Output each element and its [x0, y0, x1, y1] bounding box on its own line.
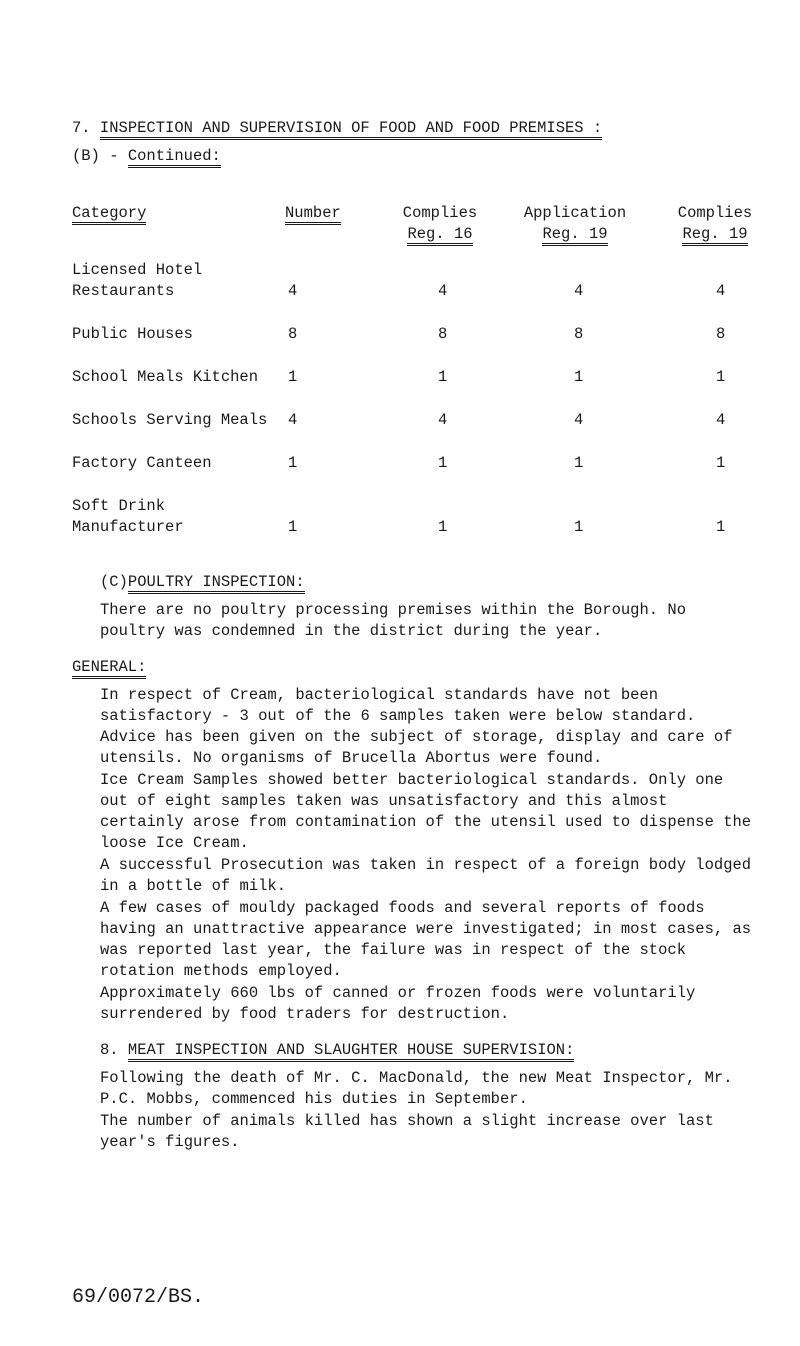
poultry-label: (C): [100, 573, 128, 591]
general-paragraph-ice-cream: Ice Cream Samples showed better bacteriological standards. Only one out of eight samples taken was unsatisfactory and this almost certainly arose from contamination of the utensil used to dispense the loose Ice Cream.: [100, 771, 752, 852]
header-complies-16-line1: Complies: [402, 204, 478, 222]
header-complies-16: [385, 203, 495, 245]
row-number: 8: [288, 325, 298, 343]
row-application-19: 1: [574, 518, 584, 536]
row-complies-19: 1: [716, 454, 726, 472]
poultry-paragraph: There are no poultry processing premises within the Borough. No poultry was condemned in the district during the year.: [100, 601, 686, 640]
header-complies-16-line2: Reg. 16: [407, 225, 472, 246]
section-8-paragraph-inspector: Following the death of Mr. C. MacDonald, the new Meat Inspector, Mr. P.C. Mobbs, commenced his duties in September.: [100, 1069, 733, 1108]
row-complies-19: 1: [716, 368, 726, 386]
header-number: Number: [285, 204, 341, 225]
general-paragraph-cream: In respect of Cream, bacteriological standards have not been satisfactory - 3 out of the 6 samples taken were below standard. Advice has been given on the subject of storage, display and care of utensils. No organisms of Brucella Abortus were found.: [100, 686, 733, 767]
row-complies-16: 4: [438, 411, 448, 429]
row-number: 1: [288, 518, 298, 536]
row-application-19: 1: [574, 454, 584, 472]
row-category: Schools Serving Meals: [72, 411, 268, 429]
row-number: 4: [288, 282, 298, 300]
general-paragraph-surrendered: Approximately 660 lbs of canned or frozen foods were voluntarily surrendered by food traders for destruction.: [100, 984, 696, 1023]
row-number: 4: [288, 411, 298, 429]
general-title: GENERAL:: [72, 658, 146, 679]
section-7-number: 7.: [72, 119, 91, 137]
section-7b-subheading: [72, 146, 221, 167]
row-complies-19: 1: [716, 518, 726, 536]
row-complies-16: 1: [438, 518, 448, 536]
row-complies-16: 1: [438, 454, 448, 472]
row-category: Public Houses: [72, 325, 193, 343]
row-complies-19: 4: [716, 282, 726, 300]
subsection-label: (B) -: [72, 147, 119, 165]
row-application-19: 4: [574, 411, 584, 429]
row-application-19: 1: [574, 368, 584, 386]
row-category: Manufacturer: [72, 518, 184, 536]
header-category: Category: [72, 204, 146, 225]
row-category-line1: Licensed Hotel: [72, 261, 203, 279]
row-category: Restaurants: [72, 282, 175, 300]
row-complies-16: 8: [438, 325, 448, 343]
section-7-heading: [72, 118, 602, 139]
row-category: School Meals Kitchen: [72, 368, 259, 386]
header-complies-19: [660, 203, 770, 245]
row-number: 1: [288, 454, 298, 472]
row-complies-16: 4: [438, 282, 448, 300]
general-paragraph-mouldy-foods: A few cases of mouldy packaged foods and several reports of foods having an unattractive appearance were investigated; in most cases, as was reported last year, the failure was in respect of the stock rotation methods employed.: [100, 899, 752, 980]
section-8-paragraph-animals: The number of animals killed has shown a slight increase over last year's figures.: [100, 1112, 714, 1151]
general-paragraph-prosecution: A successful Prosecution was taken in respect of a foreign body lodged in a bottle of milk.: [100, 856, 752, 895]
poultry-heading: [100, 572, 305, 593]
header-complies-19-line2: Reg. 19: [682, 225, 747, 246]
row-category: Factory Canteen: [72, 454, 212, 472]
subsection-title: Continued:: [128, 147, 221, 168]
row-number: 1: [288, 368, 298, 386]
header-application-19: [505, 203, 645, 245]
row-category-line1: Soft Drink: [72, 497, 166, 515]
header-application-line2: Reg. 19: [542, 225, 607, 246]
section-8-heading: [100, 1040, 574, 1061]
section-8-title: MEAT INSPECTION AND SLAUGHTER HOUSE SUPERVISION:: [128, 1041, 574, 1062]
section-8-number: 8.: [100, 1041, 119, 1059]
row-complies-16: 1: [438, 368, 448, 386]
section-7-title: INSPECTION AND SUPERVISION OF FOOD AND FOOD PREMISES :: [100, 119, 602, 140]
row-application-19: 4: [574, 282, 584, 300]
page-reference: 69/0072/BS.: [72, 1286, 205, 1309]
header-application-line1: Application: [523, 204, 627, 222]
header-complies-19-line1: Complies: [677, 204, 753, 222]
poultry-title: POULTRY INSPECTION:: [128, 573, 305, 594]
row-complies-19: 4: [716, 411, 726, 429]
row-application-19: 8: [574, 325, 584, 343]
row-complies-19: 8: [716, 325, 726, 343]
general-heading: [72, 657, 146, 678]
